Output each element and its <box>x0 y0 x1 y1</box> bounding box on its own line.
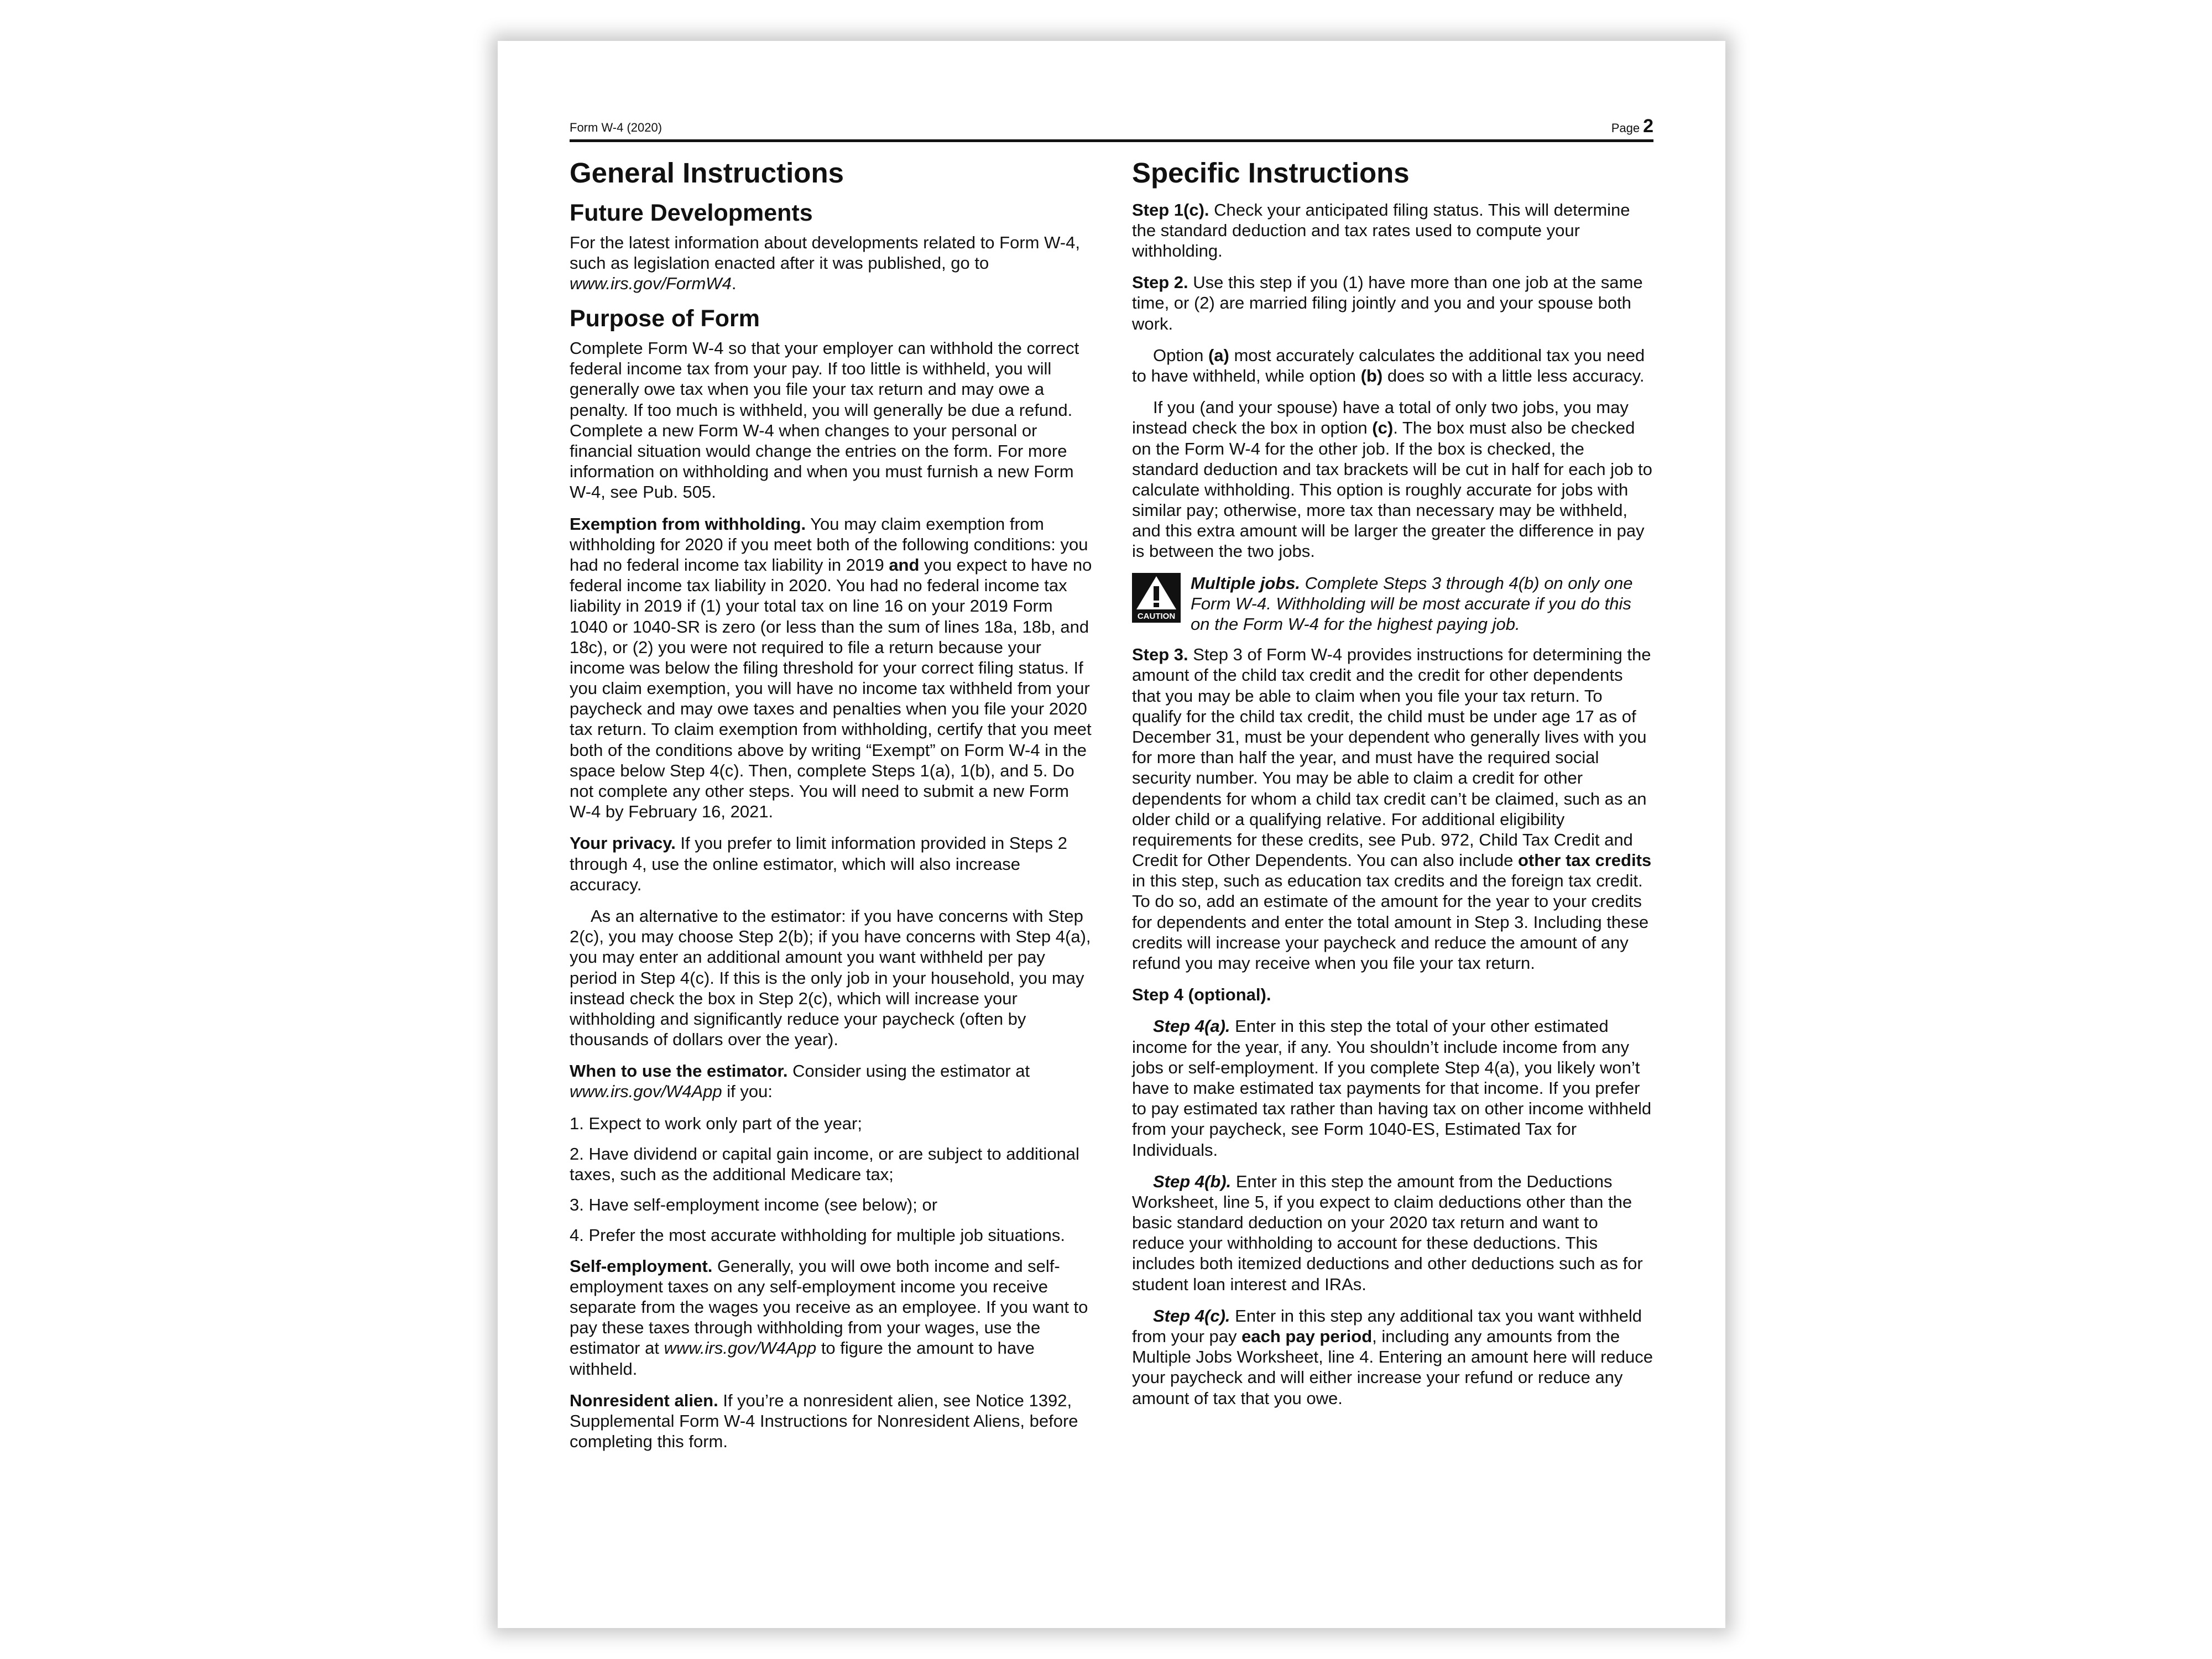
page-indicator <box>1611 116 1653 137</box>
step4b-paragraph: Step 4(b). Enter in this step the amount from the Deductions Worksheet, line 5, if you expect to claim deductions other than the basic standard deduction on your 2020 tax return and want to reduce your withholding to account for these deductions. This includes both itemized deductions and other deductions such as for student loan interest and IRAs. <box>1132 1171 1643 1294</box>
estimator-lead: When to use the estimator. <box>570 1061 788 1081</box>
page-header <box>570 113 1653 142</box>
step4a-lead: Step 4(a). <box>1153 1016 1230 1036</box>
exemption-lead: Exemption from withholding. <box>570 514 806 534</box>
step4-heading: Step 4 (optional). <box>1132 985 1271 1005</box>
nonresident-paragraph: Nonresident alien. If you’re a nonresident alien, see Notice 1392, Supplemental Form W-4 Instructions for Nonresident Aliens, before completing this form. <box>570 1390 1078 1452</box>
right-column <box>1132 157 1653 1420</box>
self-employment-paragraph: Self-employment. Generally, you will owe both income and self-employment taxes on any self-employment income you receive separate from the wages you receive as an employee. If you want to pay these taxes through withholding from your wages, use the estimator at www.irs.gov/W4App to figure the amount to have withheld. <box>570 1256 1088 1379</box>
future-developments-paragraph: For the latest information about developments related to Form W-4, such as legislation enacted after it was published, go to www.irs.gov/FormW4. <box>570 233 1080 294</box>
step3-lead: Step 3. <box>1132 645 1188 665</box>
list-item: 1. Expect to work only part of the year; <box>570 1113 862 1133</box>
step2-lead: Step 2. <box>1132 273 1188 293</box>
caution-label: CAUTION <box>1137 611 1176 621</box>
list-item: 2. Have dividend or capital gain income, or are subject to additional taxes, such as the additional Medicare tax; <box>570 1144 1079 1185</box>
privacy-lead: Your privacy. <box>570 833 676 853</box>
privacy-paragraph: Your privacy. If you prefer to limit information provided in Steps 2 through 4, use the online estimator, which will also increase accuracy. <box>570 833 1067 894</box>
two-jobs-paragraph: If you (and your spouse) have a total of only two jobs, you may instead check the box in option (c). The box must also be checked on the Form W-4 for the other job. If the box is checked, the standard deduction and tax brackets will be cut in half for each job to calculate withholding. This option is roughly accurate for jobs with similar pay; otherwise, more tax than necessary may be withheld, and this extra amount will be larger the greater the difference in pay is between the two jobs. <box>1132 398 1652 561</box>
form-label: Form W-4 (2020) <box>570 121 662 134</box>
page-label: Page <box>1611 121 1640 135</box>
step1c-lead: Step 1(c). <box>1132 200 1209 220</box>
estimator-paragraph: When to use the estimator. Consider using the estimator at www.irs.gov/W4App if you: <box>570 1061 1030 1102</box>
exemption-paragraph: Exemption from withholding. You may claim exemption from withholding for 2020 if you meet both of the following conditions: you had no federal income tax liability in 2019 and you expect to have no federal income tax liability in 2020. You had no federal income tax liability in 2019 if (1) your total tax on line 16 on your 2019 Form 1040 or 1040-SR is zero (or less than the sum of lines 18a, 18b, and 18c), or (2) you were not required to file a return because your income was below the filing threshold for your correct filing status. If you claim exemption, you will have no income tax withheld from your paycheck and may owe taxes and penalties when you file your 2020 tax return. To claim exemption from withholding, certify that you meet both of the conditions above by writing “Exempt” on Form W-4 in the space below Step 4(c). Then, complete Steps 1(a), 1(b), and 5. Do not complete any other steps. You will need to submit a new Form W-4 by February 16, 2021. <box>570 514 1092 822</box>
step4b-lead: Step 4(b). <box>1153 1171 1232 1191</box>
step3-paragraph: Step 3. Step 3 of Form W-4 provides instructions for determining the amount of the child tax credit and the credit for other dependents that you may be able to claim when you file your tax return. To qualify for the child tax credit, the child must be under age 17 as of December 31, must be your dependent who generally lives with you for more than half the year, and must have the required social security number. You may be able to claim a credit for other dependents for whom a child tax credit can’t be claimed, such as an older child or a qualifying relative. For additional eligibility requirements for these credits, see Pub. 972, Child Tax Credit and Credit for Other Dependents. You can also include other tax credits in this step, such as education tax credits and the foreign tax credit. To do so, add an estimate of the amount for the year to your credits for dependents and enter the total amount in Step 3. Including these credits will increase your paycheck and reduce the amount of any refund you may receive when you file your tax return. <box>1132 645 1652 973</box>
list-item: 3. Have self-employment income (see below); or <box>570 1195 938 1215</box>
general-instructions-heading: General Instructions <box>570 157 844 189</box>
option-paragraph: Option (a) most accurately calculates the additional tax you need to have withheld, while option (b) does so with a little less accuracy. <box>1132 345 1645 385</box>
purpose-paragraph: Complete Form W-4 so that your employer can withhold the correct federal income tax from your pay. If too little is withheld, you will generally owe tax when you file your tax return and may owe a penalty. If too much is withheld, you will generally be due a refund. Complete a new Form W-4 when changes to your personal or financial situation would change the entries on the form. For more information on withholding and when you must furnish a new Form W-4, see Pub. 505. <box>570 338 1079 502</box>
specific-instructions-heading: Specific Instructions <box>1132 157 1410 189</box>
caution-icon <box>1132 573 1181 623</box>
step4c-lead: Step 4(c). <box>1153 1306 1230 1326</box>
self-employment-lead: Self-employment. <box>570 1256 713 1276</box>
purpose-heading: Purpose of Form <box>570 305 760 332</box>
list-item: 4. Prefer the most accurate withholding for multiple job situations. <box>570 1225 1066 1245</box>
future-developments-heading: Future Developments <box>570 199 813 226</box>
w4app-link[interactable]: www.irs.gov/W4App <box>664 1338 817 1358</box>
caution-note <box>1132 573 1653 635</box>
nonresident-lead: Nonresident alien. <box>570 1390 718 1410</box>
caution-text: Multiple jobs. Complete Steps 3 through 4(b) on only one Form W-4. Withholding will be most accurate if you do this on the Form W-4 for the highest paying job. <box>1191 573 1633 634</box>
formw4-link[interactable]: www.irs.gov/FormW4 <box>570 274 732 294</box>
document-page <box>498 41 1725 1628</box>
step4a-paragraph: Step 4(a). Enter in this step the total of your other estimated income for the year, if any. You shouldn’t include income from any jobs or self-employment. If you complete Step 4(a), you likely won’t have to make estimated tax payments for that income. If you prefer to pay estimated tax rather than having tax on other income withheld from your paycheck, see Form 1040-ES, Estimated Tax for Individuals. <box>1132 1016 1652 1160</box>
step1c-paragraph: Step 1(c). Check your anticipated filing status. This will determine the standard deduction and tax rates used to compute your withholding. <box>1132 200 1630 261</box>
step2-paragraph: Step 2. Use this step if you (1) have more than one job at the same time, or (2) are married filing jointly and you and your spouse both work. <box>1132 273 1643 333</box>
w4app-link[interactable]: www.irs.gov/W4App <box>570 1082 722 1102</box>
step4c-paragraph: Step 4(c). Enter in this step any additional tax you want withheld from your pay each pay period, including any amounts from the Multiple Jobs Worksheet, line 4. Entering an amount here will reduce your paycheck and will either increase your refund or reduce any amount of tax that you owe. <box>1132 1306 1653 1408</box>
left-column <box>570 157 1092 1463</box>
page-number: 2 <box>1643 116 1653 137</box>
alternative-paragraph: As an alternative to the estimator: if you have concerns with Step 2(c), you may choose Step 2(b); if you have concerns with Step 4(a), you may enter an additional amount you want withheld per pay period in Step 4(c). If this is the only job in your household, you may instead check the box in Step 2(c), which will increase your withholding and significantly reduce your paycheck (often by thousands of dollars over the year). <box>570 906 1091 1050</box>
